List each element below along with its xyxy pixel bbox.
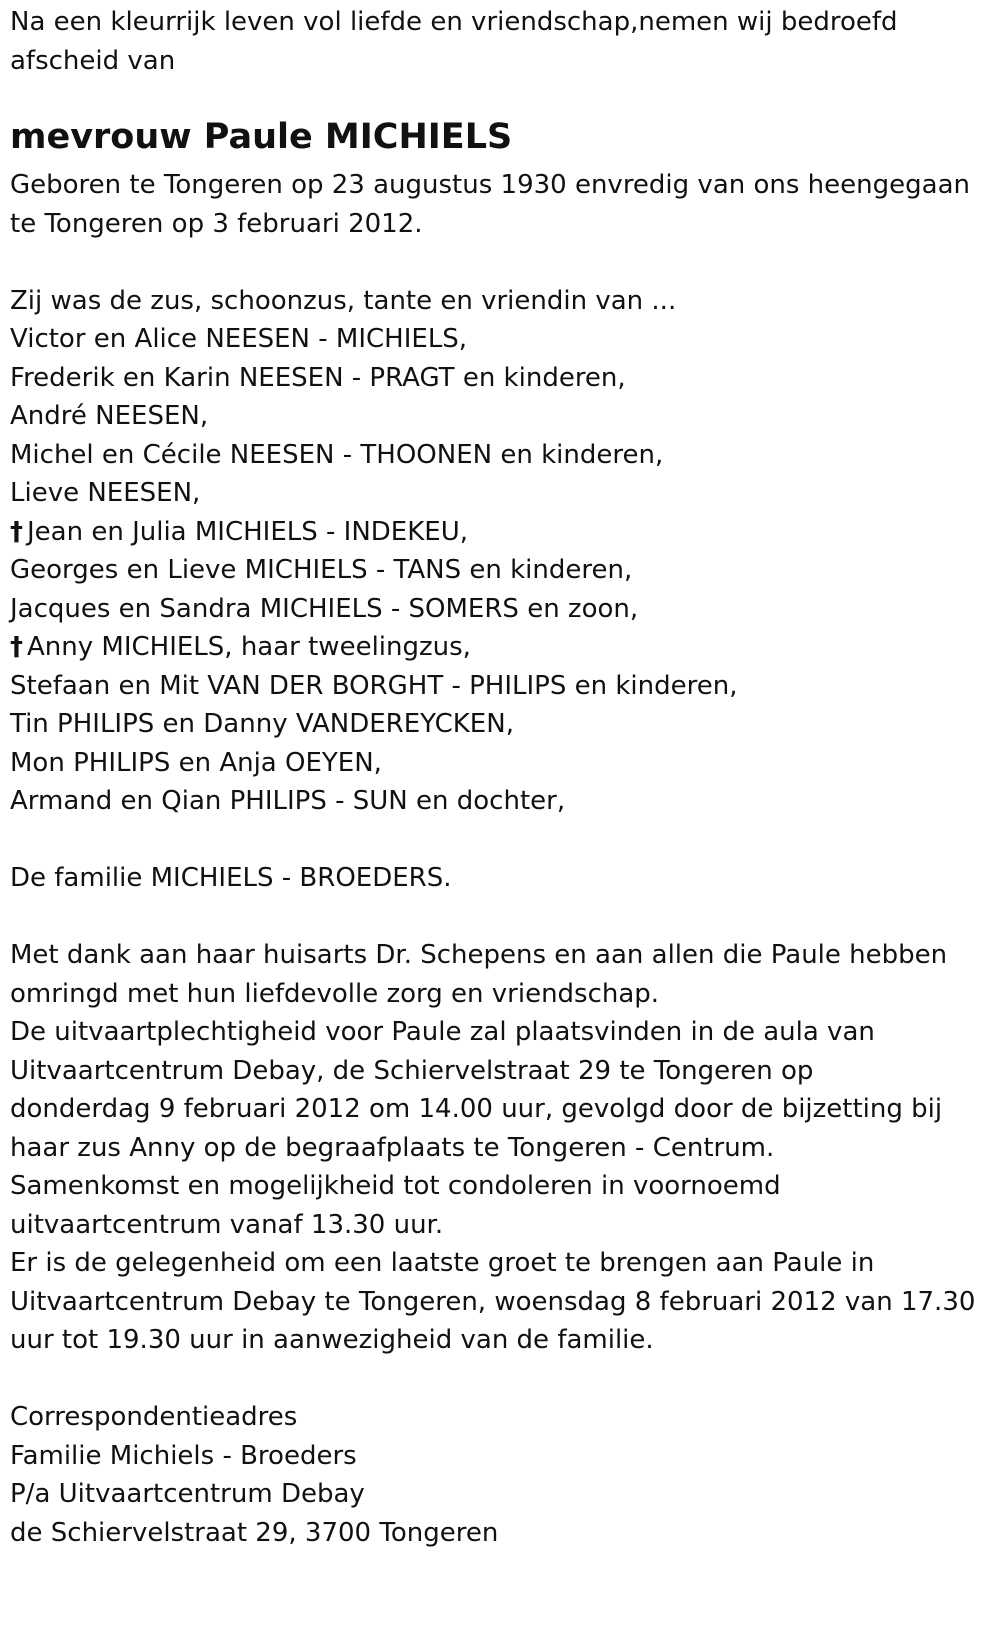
relative-name: Mon PHILIPS en Anja OEYEN, (10, 747, 382, 778)
spacer (10, 1360, 995, 1399)
intro-line: Na een kleurrijk leven vol liefde en vriendschap,nemen wij bedroefd (10, 7, 898, 37)
details-line: uitvaartcentrum vanaf 13.30 uur. (10, 1209, 444, 1240)
relatives-intro: Zij was de zus, schoonzus, tante en vriendin van ... (10, 285, 677, 316)
relative-name: Georges en Lieve MICHIELS - TANS en kinderen, (10, 555, 633, 585)
relative-name: Jean en Julia MICHIELS - INDEKEU, (27, 516, 469, 547)
relative-name: Tin PHILIPS en Danny VANDEREYCKEN, (10, 709, 514, 739)
relatives-list (10, 320, 995, 821)
relative-list-item (10, 320, 995, 359)
cross-icon: † (10, 516, 23, 547)
details-line: De uitvaartplechtigheid voor Paule zal plaatsvinden in de aula van (10, 1017, 875, 1047)
correspondence-line: de Schiervelstraat 29, 3700 Tongeren (10, 1517, 499, 1548)
relative-list-item (10, 782, 995, 821)
relative-name: Lieve NEESEN, (10, 478, 201, 508)
details-line: uur tot 19.30 uur in aanwezigheid van de familie. (10, 1325, 654, 1355)
details-line: omringd met hun liefdevolle zorg en vriendschap. (10, 978, 660, 1009)
relative-name: Jacques en Sandra MICHIELS - SOMERS en zoon, (10, 593, 639, 624)
relative-name: Michel en Cécile NEESEN - THOONEN en kinderen, (10, 439, 664, 470)
details-line: Er is de gelegenheid om een laatste groet te brengen aan Paule in (10, 1248, 875, 1278)
birth-death-info (10, 166, 995, 243)
details-line: Uitvaartcentrum Debay te Tongeren, woensdag 8 februari 2012 van 17.30 (10, 1286, 976, 1317)
details-line: Samenkomst en mogelijkheid tot condoleren in voornoemd (10, 1171, 781, 1201)
relative-list-item (10, 397, 995, 436)
relative-list-item (10, 474, 995, 513)
relative-list-item (10, 705, 995, 744)
obituary-document (10, 0, 995, 1552)
spacer (10, 821, 995, 860)
intro-text (10, 0, 995, 80)
details-line: donderdag 9 februari 2012 om 14.00 uur, gevolgd door de bijzetting bij (10, 1094, 943, 1124)
relative-name: Anny MICHIELS, haar tweelingzus, (27, 632, 471, 662)
correspondence-line: Correspondentieadres (10, 1402, 298, 1432)
relative-list-item (10, 551, 995, 590)
relative-name: Frederik en Karin NEESEN - PRAGT en kinderen, (10, 362, 626, 393)
correspondence-address (10, 1398, 995, 1552)
spacer (10, 243, 995, 282)
relative-list-item (10, 359, 995, 398)
birth-death-line: Geboren te Tongeren op 23 augustus 1930 envredig van ons heengegaan (10, 170, 970, 200)
relative-list-item (10, 436, 995, 475)
correspondence-line: P/a Uitvaartcentrum Debay (10, 1479, 365, 1509)
correspondence-line: Familie Michiels - Broeders (10, 1440, 357, 1471)
details-line: Met dank aan haar huisarts Dr. Schepens en aan allen die Paule hebben (10, 940, 948, 970)
deceased-name: mevrouw Paule MICHIELS (10, 117, 513, 157)
relative-list-item (10, 667, 995, 706)
relative-list-item (10, 628, 995, 667)
relative-list-item (10, 744, 995, 783)
relative-name: Armand en Qian PHILIPS - SUN en dochter, (10, 786, 566, 816)
details-line: haar zus Anny op de begraafplaats te Tongeren - Centrum. (10, 1132, 775, 1163)
spacer (10, 898, 995, 937)
family-signature: De familie MICHIELS - BROEDERS. (10, 863, 452, 893)
relative-name: Stefaan en Mit VAN DER BORGHT - PHILIPS en kinderen, (10, 670, 738, 701)
relative-list-item (10, 590, 995, 629)
details-line: Uitvaartcentrum Debay, de Schiervelstraat 29 te Tongeren op (10, 1055, 814, 1086)
relative-list-item (10, 513, 995, 552)
cross-icon: † (10, 632, 23, 662)
relative-name: André NEESEN, (10, 401, 209, 431)
birth-death-line: te Tongeren op 3 februari 2012. (10, 208, 423, 239)
relative-name: Victor en Alice NEESEN - MICHIELS, (10, 324, 468, 354)
intro-line: afscheid van (10, 45, 176, 76)
funeral-details (10, 936, 995, 1360)
